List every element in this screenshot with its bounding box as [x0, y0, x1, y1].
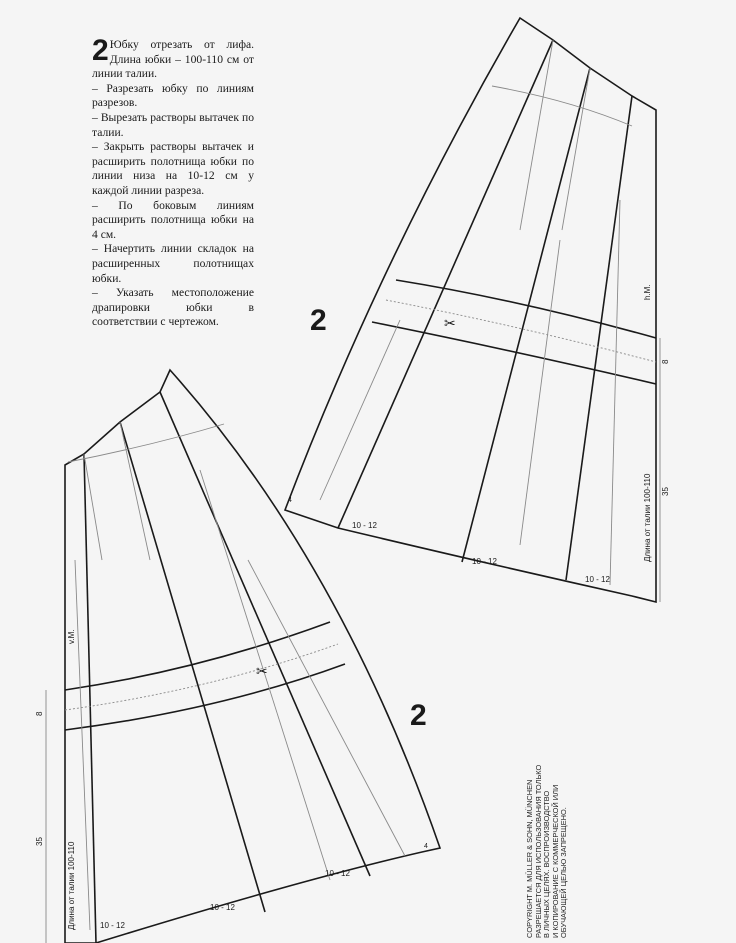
front-slash-line — [84, 454, 96, 943]
front-measure-35: 35 — [35, 837, 44, 846]
step-number: 2 — [92, 34, 109, 67]
back-hem-ext: 10 - 12 — [472, 557, 497, 566]
back-skirt-piece — [285, 18, 656, 602]
back-hem-ext: 10 - 12 — [352, 521, 377, 530]
front-skirt-piece — [65, 370, 440, 943]
front-hem-ext: 10 - 12 — [100, 921, 125, 930]
back-length-label: Длина от талии 100-110 — [643, 473, 652, 562]
front-grain-line — [248, 560, 405, 856]
copyright-line: РАЗРЕШАЕТСЯ ДЛЯ ИСПОЛЬЗОВАНИЯ ТОЛЬКО — [533, 764, 543, 938]
back-side-ext: 4 — [288, 497, 292, 504]
copyright-line: И КОПИРОВАНИЕ С КОММЕРЧЕСКОЙ ИЛИ — [550, 784, 560, 938]
back-slash-line — [566, 96, 632, 580]
back-slash-line — [338, 40, 553, 528]
instruction-line: – Закрыть растворы вытачек и расширить полотнища юбки по линии низа на 10-12 см у каждой линии разреза. — [92, 140, 254, 197]
back-guides — [320, 40, 660, 602]
back-grain-line — [320, 320, 400, 500]
front-dart-guide — [120, 422, 150, 560]
front-outline — [65, 370, 440, 943]
instruction-line: – Указать местоположение драпировки юбки в соответствии с чертежом. — [92, 286, 254, 329]
instruction-line: Юбку отрезать от лифа. Длина юбки – 100-110 см от линии талии. — [92, 38, 254, 81]
instruction-line: – Вырезать растворы вытачек по талии. — [92, 110, 254, 139]
front-side-ext: 4 — [424, 843, 428, 850]
copyright-note — [525, 764, 569, 938]
front-center-label: v.M. — [67, 629, 76, 644]
copyright-line: COPYRIGHT M. MÜLLER & SOHN, MÜNCHEN — [525, 779, 534, 938]
back-hem-ext: 10 - 12 — [585, 575, 610, 584]
back-scissors-icon: ✂ — [444, 315, 456, 331]
front-slash-line — [120, 422, 265, 912]
back-hip-line — [492, 86, 632, 126]
instruction-line: – По боковым линиям расширить полотнища юбки на 4 см. — [92, 198, 254, 241]
front-drape-line — [65, 622, 330, 690]
front-hip-line — [68, 424, 224, 462]
back-outline — [285, 18, 656, 602]
back-center-label: h.M. — [643, 284, 652, 300]
instruction-line: – Начертить линии складок на расширенных полотнищах юбки. — [92, 242, 254, 285]
copyright-line: В ЛИЧНЫХ ЦЕЛЯХ. ВОСПРОИЗВОДСТВО — [542, 790, 552, 938]
instruction-line: – Разрезать юбку по линиям разрезов. — [92, 81, 254, 110]
front-piece-label: 2 — [410, 699, 427, 732]
back-measure-35: 35 — [661, 487, 670, 496]
back-measure-8: 8 — [661, 359, 670, 364]
back-grain-line — [520, 240, 560, 545]
copyright-line: ОБУЧАЮЩЕЙ ЦЕЛЬЮ ЗАПРЕЩЕНО. — [559, 807, 569, 938]
front-measure-8: 8 — [35, 711, 44, 716]
back-dart-guide — [562, 68, 590, 230]
front-guides — [46, 422, 405, 943]
front-scissors-icon: ✂ — [256, 663, 268, 679]
front-hem-ext: 10 - 12 — [325, 869, 350, 878]
front-length-label: Длина от талии 100-110 — [67, 841, 76, 930]
front-hem-ext: 10 - 12 — [210, 903, 235, 912]
back-grain-line — [610, 200, 620, 585]
back-piece-label: 2 — [310, 304, 327, 337]
back-dart-guide — [520, 40, 553, 230]
front-slash-line — [160, 392, 370, 876]
